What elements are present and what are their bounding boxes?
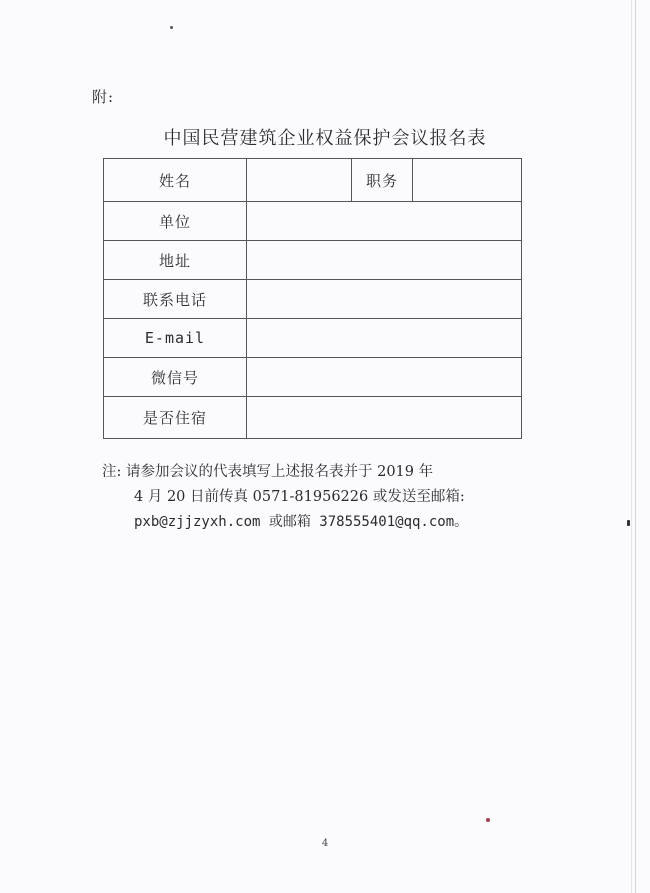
field-label-name: 姓名 xyxy=(104,159,247,202)
table-row xyxy=(104,319,522,358)
wechat-input-cell[interactable] xyxy=(247,358,522,397)
address-input-cell[interactable] xyxy=(247,241,522,280)
position-input-cell[interactable] xyxy=(413,159,522,202)
page-number: 4 xyxy=(321,838,329,849)
field-label-organization: 单位 xyxy=(104,202,247,241)
field-label-phone: 联系电话 xyxy=(104,280,247,319)
scan-speck xyxy=(486,818,490,822)
table-row xyxy=(104,397,522,439)
phone-input-cell[interactable] xyxy=(247,280,522,319)
field-label-accommodation: 是否住宿 xyxy=(104,397,247,439)
scan-speck xyxy=(170,26,173,29)
note-line-2: 4 月 20 日前传真 0571-81956226 或发送至邮箱: xyxy=(134,489,465,505)
form-title: 中国民营建筑企业权益保护会议报名表 xyxy=(163,128,487,149)
name-input-cell[interactable] xyxy=(247,159,352,202)
accommodation-input-cell[interactable] xyxy=(247,397,522,439)
field-label-email: E-mail xyxy=(104,319,247,358)
table-row xyxy=(104,159,522,202)
table-row xyxy=(104,358,522,397)
field-label-wechat: 微信号 xyxy=(104,358,247,397)
organization-input-cell[interactable] xyxy=(247,202,522,241)
note-line-3: pxb@zjjzyxh.com 或邮箱 378555401@qq.com。 xyxy=(134,514,469,530)
table-row xyxy=(104,241,522,280)
registration-form-table xyxy=(103,158,522,439)
note-block xyxy=(102,460,468,535)
table-row xyxy=(104,280,522,319)
field-label-position: 职务 xyxy=(352,159,413,202)
attachment-label: 附: xyxy=(92,88,115,106)
note-prefix: 注: xyxy=(102,464,122,480)
email-input-cell[interactable] xyxy=(247,319,522,358)
table-row xyxy=(104,202,522,241)
scan-speck xyxy=(627,520,630,526)
note-line-1: 请参加会议的代表填写上述报名表并于 2019 年 xyxy=(126,464,434,480)
field-label-address: 地址 xyxy=(104,241,247,280)
